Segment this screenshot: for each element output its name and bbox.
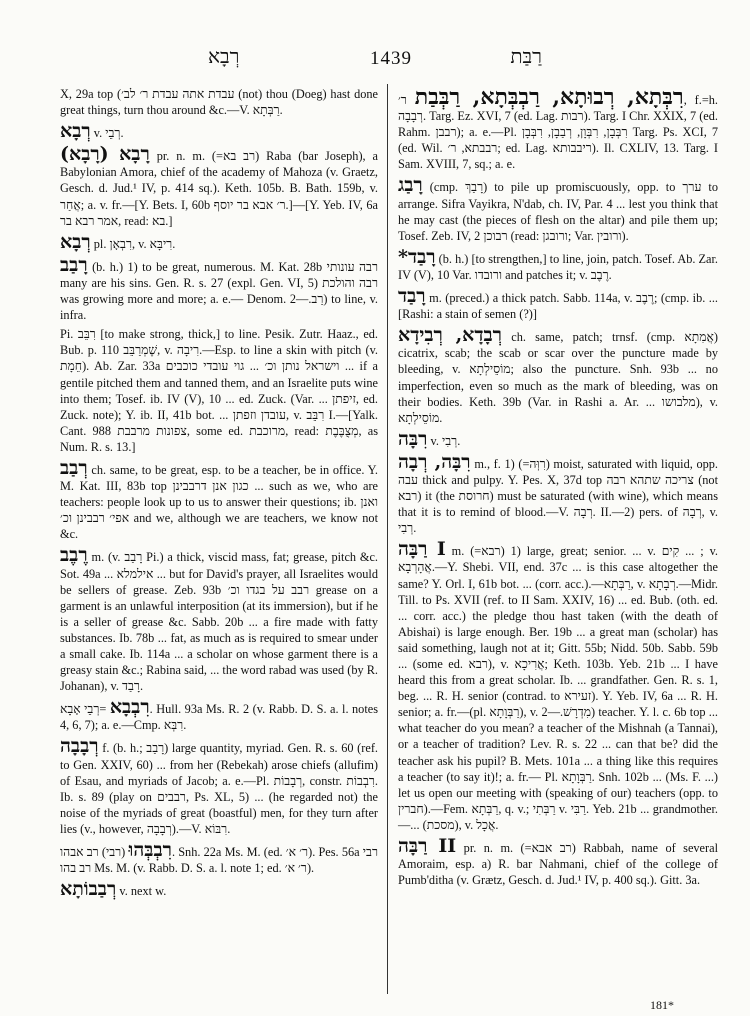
entry-headword: רָבָא (רָבָא) <box>60 143 150 166</box>
dictionary-entry <box>398 429 718 449</box>
entry-text: ch. same, patch; trnsf. (cmp. אֲמִתָא) cicatrix, scab; the scab or scar over the puncture made by bleeding, v. מוֹסֵילְתָא; also the puncture. Snh. 93b ... no imperfection, even so much as the mark of bleeding, was on their bodies. Keth. 39b (Var. in Rashi a. Ar. ... מלבושו), v. מוֹסֵילְתָא. <box>398 330 718 425</box>
entry-headword: רְבָבָה <box>60 735 99 758</box>
dictionary-entry <box>398 286 718 322</box>
entry-headword: רִבְּתָא, רְבוּתָא, רַבְבְּתָא, רַבְּבַת <box>414 84 684 110</box>
entry-text: m. (v. רָבַב Pi.) a thick, viscid mass, fat; grease, pitch &c. Sot. 49a ... אילמלא ... but for David's prayer, all Israelites would be sellers of grease. Zeb. 93b רבב על בגדו וכ׳ grease on a garment is an unlawful interposition (at its immersion), but if he is a seller of grease &c. Sabb. 20b ... a fire made with fatty substances. Ib. 78b ... fat, as much as is required to smear under a small cake. Ib. 114a ... a scholar on whose garment there is a greasy stain &c.; Rabina said, ... the word rabad was used (by R. Johanan), v. רָבַד. <box>60 550 378 694</box>
entry-text: pl. רִבְאָן, v. רִיבָּא. <box>93 236 176 251</box>
dictionary-entry <box>60 144 378 228</box>
dictionary-entry <box>398 325 718 426</box>
entry-text: X, 29a top (עבדת אתה עבדת ר׳ לב׳ (not) thou (Doeg) hast done great things, turn thou around &c.—V. רַבְּתָא. <box>60 87 378 118</box>
dictionary-entry <box>60 255 378 323</box>
entry-text: v. next w. <box>119 884 167 899</box>
running-head-right: רַבַּת <box>510 46 542 68</box>
entry-headword: רִבָּה <box>398 427 428 450</box>
dictionary-entry <box>398 452 718 536</box>
dictionary-entry <box>398 539 718 833</box>
dictionary-entry <box>60 326 378 455</box>
entry-headword: רֶבֶב <box>60 544 88 567</box>
signature-mark: 181* <box>650 998 674 1012</box>
running-head-left: רְבָא <box>208 46 240 68</box>
dictionary-entry <box>60 697 378 733</box>
entry-headword: *רָבַד <box>398 245 436 268</box>
entry-headword: רְבָא <box>60 120 91 143</box>
entry-text: (רבי) רב אבהו. Snh. 22a Ms. M. (ed. ר׳ א׳). Pes. 56a רבי רב בהו Ms. M. (v. Rabb. D. S. a. l. note 1; ed. ר׳ א׳). <box>60 845 378 876</box>
dictionary-entry <box>398 836 718 888</box>
entry-text: f. (b. h.; רָבַב) large quantity, myriad. Gen. R. s. 60 (ref. to Gen. XXIV, 60) ... from her (Rebekah) arose chiefs (allufim) of Esau, and myriads of Jacob; a. e.—Pl. רְבָבוֹת, constr. רִבְבוֹת. Ib. s. 89 (play on רבבים, Ps. XL, 5) ... (he regarded not) the noise of the myriads of great (boastful) men, for they turn after lies (v., however, רְבָבָה).—V. רִבּוֹא. <box>60 741 378 836</box>
entry-text: =רְבֵי אָבָא. Hull. 93a Ms. R. 2 (v. Rabb. D. S. a. l. notes 4, 6, 7); a. e.—Cmp. רִבְּא. <box>60 702 378 733</box>
dictionary-entry <box>60 458 378 542</box>
dictionary-entry <box>60 232 378 252</box>
right-column <box>398 86 718 891</box>
entry-headword: רִבָּה, רְבָה <box>398 450 471 473</box>
dictionary-entry <box>60 545 378 694</box>
entry-headword: רְבָא <box>60 230 91 253</box>
entry-text: v. רְבֵי. <box>93 126 124 141</box>
dictionary-entry <box>60 879 378 899</box>
entry-text: ר׳, f.=h. רְבָבָה. Targ. Ez. XVI, 7 (ed. Lag. רבות). Targ. I Chr. XXIX, 7 (ed. Rahm. רבבן); a. e.—Pl. רִבְּבָן, רִבְּוָן, רְבַבָן, רִבְּבָן Targ. Ps. XCI, 7 (ed. Wil. רבבתא, ר׳; ed. Lag. ריבבותא). Il. CXLIV, 13. Targ. I Sam. XVIII, 7, sq.; a. e. <box>398 93 718 172</box>
entry-headword: רְבַב <box>60 456 88 479</box>
dictionary-entry <box>398 175 718 243</box>
entry-text: m., f. 1) (=רִוְּה) moist, saturated with liquid, opp. עבה thick and pulpy. Y. Pes. X, 37d top צריכה שתהא רבה (not רבא) it (the חרוסת) must be saturated (with wine), which means that it is to remind of blood.—V. רְבָה. II.—2) pers. of רְבָה, v. רְבִי. <box>398 456 718 536</box>
dictionary-entry <box>60 736 378 837</box>
column-divider <box>387 84 388 994</box>
entry-text: pr. n. m. (=רב בא) Raba (bar Joseph), a Babylonian Amora, chief of the academy of Mahoza (v. Graetz, Gesch. d. Jud.¹ IV, p. 414 sq.). Keth. 105b. B. Bath. 159b, v. אֲחַר; a. v. fr.—[Y. Bets. I, 60b ר׳ אבא בר יוסף.]—[Y. Yeb. IV, 6a אמר רבא בר, read: בא.] <box>60 149 378 228</box>
entry-headword: רָבַג <box>398 174 423 197</box>
entry-headword: רְבַבוֹתָא <box>60 878 117 901</box>
entry-headword: רָבַב <box>60 253 88 276</box>
entry-headword: רִבְבְּהוּ <box>128 839 172 862</box>
entry-text: v. רְבִי. <box>430 433 461 448</box>
dictionary-entry <box>60 121 378 141</box>
entry-text: m. (preced.) a thick patch. Sabb. 114a, v. רֶבֶב; (cmp. ib. ... [Rashi: a stain of semen (?)] <box>398 291 719 322</box>
page-header <box>60 44 710 74</box>
entry-text: Pi. רִבֵּב [to make strong, thick,] to line. Pesik. Zutr. Haaz., ed. Bub. p. 110 שֶׁמְרַבֵּב, v. רִיבָה.—Esp. to line a skin with pitch (v. חֵמָת). Ab. Zar. 33a וישראל נותן וכ׳ ... גוי עובדי כוכבים ... if a gentile pitched them and tanned them, and an Israelite puts wine into them; Tosef. ib. IV (V), 10 ... ed. Zuck. (Var. ... זיפתן, ed. Zuck. note); Y. ib. II, 41b bot. ... עובדן וזפתן, v. רִבֵּב I.—[Yalk. Cant. 988 צפונות מרבבת, some ed. מרוכבת, read: מְצֻבֶּבֶת, as Num. R. s. 13.] <box>60 327 378 454</box>
dictionary-entry <box>60 840 378 876</box>
entry-headword: רִבְבָא <box>109 696 150 719</box>
dictionary-entry <box>398 247 718 283</box>
dictionary-entry <box>60 86 378 118</box>
entry-headword: רְבָדָא, רְבִידָא <box>398 324 503 347</box>
entry-text: ch. same, to be great, esp. to be a teacher, be in office. Y. M. Kat. III, 83b top כגון אנן דרבבינן ... such as we, who are teachers: people look up to us to answer their questions; ib. ואנן אפי׳ רבבינן וכ׳ and we, although we are teachers, we know not &c. <box>60 462 378 542</box>
entry-text: (b. h.) [to strengthen,] to line, join, patch. Tosef. Ab. Zar. IV (V), 10 Var. ורובדו and patches it; v. רֶבֶב. <box>398 251 719 282</box>
entry-headword: רַבָּה I <box>398 538 446 561</box>
entry-text: (b. h.) 1) to be great, numerous. M. Kat. 28b רבה עונותי many are his sins. Gen. R. s. 27 (expl. Gen. VI, 5) רבה והולכת was growing more and more; a. e.— Denom. רַב.—2) to line, v. infra. <box>60 259 379 323</box>
page-number: 1439 <box>370 48 412 69</box>
entry-text: m. (=רבא) 1) large, great; senior. ... v. קִים ... ; v. אֲהָרְבָא.—Y. Shebi. VII, end. 37c ... is this case altogether the same? Y. Orl. I, 61b bot. ... (corr. acc.).—רַבְּתָא, v. רְבָתָא.—Midr. Till. to Ps. XVII (ref. to II Sam. XXIV, 16) ... ed. Bub. (oth. ed. ... corr. acc.) the pledge thou hast taken (with the death of Abishai) is large enough. Ber. 19b ... a great man (scholar) has said something, laugh not at it; Gitt. 55b; Nidd. 50b. Sabb. 59b ... (some ed. רבא), v. אֲרִיכָא; Keth. 103b. Yeb. 21b ... I have heard this from a great scholar. Ib. ... grandfather. Gen. R. s. 1, beg. ... R. H. senior (contrad. to זעירא). Y. Yeb. IV, 6a ... R. H. senior; a. fr.—(pl. רַבְּוָתָא), v. מִדְרָשׁ.—2) teacher. Y. l. c. 6b top ... what teacher do you mean? a teacher of the Mishnah (a Tannai), or a teacher of tradition? Lev. R. s. 22 ... can that be? did the teacher ask his pupil? B. Mets. 101a ... a thing like this requires a teacher (to say it)!; a. fr.— Pl. רַבְּוָתָא. Snh. 102b ... (Ms. F. ...) let us open our meeting with (speaking of our) teachers (opp. to חברין).—Fem. רַבְּתָא, q. v.; רַבְּתִי v. רַבִּי. Yeb. 21b ... grandmother.—... (מסכת), v. אֲכָל. <box>398 544 718 832</box>
entry-headword: רָבַד <box>398 285 426 308</box>
entry-text: (cmp. רָבַךְ) to pile up promiscuously, opp. to ערך to arrange. Sifra Vayikra, N'dab, ch. IV, Par. 4 ... lest you think that he may cast (the pieces of flesh on the altar) and pile them up; Tosef. Zeb. IV, 2 רבוכן (read: ורובגן; Var. ורובין). <box>398 180 718 243</box>
entry-headword: רַבָּה II <box>398 835 457 858</box>
entry-text: pr. n. m. (=רב אבא) Rabbah, name of several Amoraim, esp. a) R. bar Nahmani, chief of the college of Pumb'ditha (v. Grætz, Gesch. d. Jud.¹ IV, p. 400 sq.). Gitt. 3a. <box>398 841 718 888</box>
dictionary-entry <box>398 86 718 172</box>
left-column <box>60 86 378 902</box>
